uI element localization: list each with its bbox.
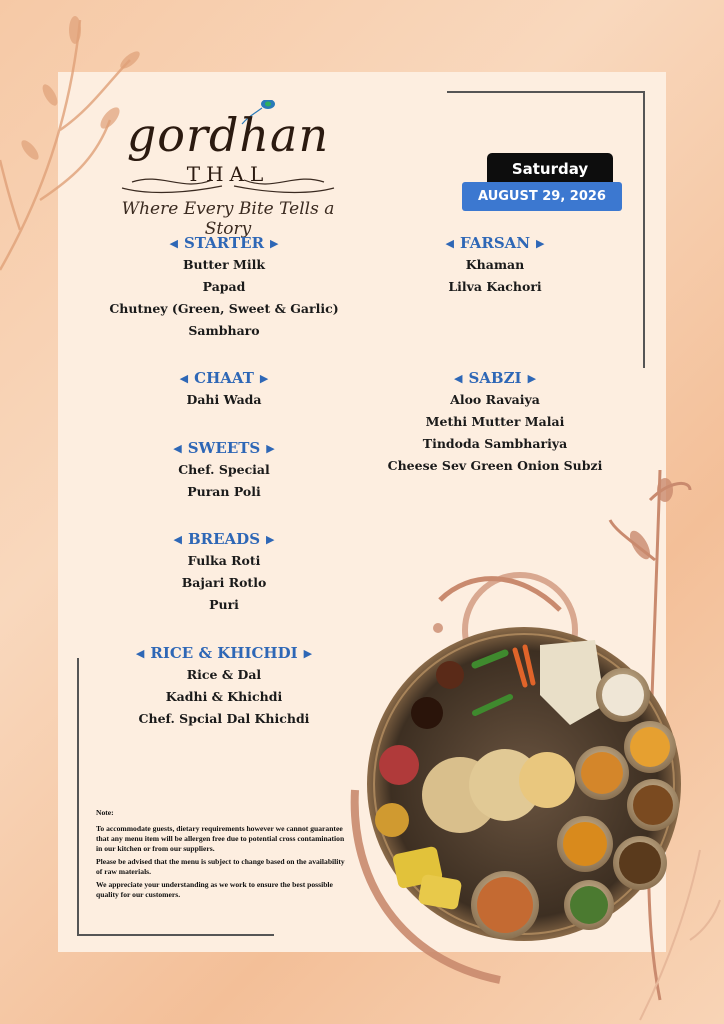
right-arrow-icon: ▶: [266, 533, 275, 546]
menu-item: Lilva Kachori: [448, 279, 542, 294]
section-rice-khichdi: [104, 642, 344, 730]
menu-item: Puran Poli: [187, 484, 261, 499]
note-line: To accommodate guests, dietary requirements however we cannot guarantee that any menu item will be allergen free due to potential cross contamination in our kitchen or from our suppliers.: [96, 824, 345, 853]
menu-item: Bajari Rotlo: [181, 575, 267, 590]
section-title: ◀ RICE & KHICHDI ▶: [104, 642, 344, 664]
right-arrow-icon: ▶: [536, 237, 545, 250]
section-sabzi: [385, 367, 605, 477]
menu-item: Dahi Wada: [186, 392, 262, 407]
section-breads: [104, 528, 344, 616]
menu-item: Methi Mutter Malai: [425, 414, 565, 429]
menu-item: Khaman: [465, 257, 525, 272]
menu-item: Chef. Special: [178, 462, 270, 477]
frame-top: [447, 91, 644, 93]
section-title: ◀ CHAAT ▶: [104, 367, 344, 389]
menu-item: Puri: [209, 597, 239, 612]
menu-item: Sambharo: [188, 323, 260, 338]
menu-item: Chutney (Green, Sweet & Garlic): [109, 301, 339, 316]
menu-item: Tindoda Sambhariya: [422, 436, 568, 451]
frame-left: [77, 658, 79, 935]
section-farsan: [385, 232, 605, 298]
thali-plate-image: [365, 625, 683, 943]
menu-item: Papad: [202, 279, 246, 294]
menu-item: Butter Milk: [182, 257, 266, 272]
allergen-note: [96, 808, 348, 903]
left-arrow-icon: ◀: [135, 647, 145, 660]
frame-right: [643, 91, 645, 368]
note-line: We appreciate your understanding as we work to ensure the best possible quality for our customers.: [96, 880, 333, 899]
brand-tagline: Where Every Bite Tells a Story: [121, 199, 335, 239]
left-arrow-icon: ◀: [445, 237, 454, 250]
section-title: ◀ STARTER ▶: [104, 232, 344, 254]
left-arrow-icon: ◀: [169, 237, 178, 250]
day-badge: Saturday: [487, 153, 613, 183]
left-arrow-icon: ◀: [173, 533, 182, 546]
right-arrow-icon: ▶: [259, 372, 269, 385]
brand-name: gordhan: [126, 108, 330, 162]
right-arrow-icon: ▶: [266, 442, 275, 455]
left-arrow-icon: ◀: [453, 372, 463, 385]
section-title: ◀ SWEETS ▶: [104, 437, 344, 459]
brand-sub: THAL: [186, 162, 270, 186]
right-arrow-icon: ▶: [270, 237, 279, 250]
right-arrow-icon: ▶: [527, 372, 537, 385]
section-chaat: [104, 367, 344, 411]
section-starter: [104, 232, 344, 342]
right-arrow-icon: ▶: [303, 647, 313, 660]
section-title: ◀ FARSAN ▶: [385, 232, 605, 254]
menu-item: Fulka Roti: [187, 553, 261, 568]
date-badge: AUGUST 29, 2026: [462, 182, 622, 211]
brand-logo: [112, 100, 344, 239]
menu-item: Kadhi & Khichdi: [165, 689, 283, 704]
left-arrow-icon: ◀: [179, 372, 189, 385]
section-sweets: [104, 437, 344, 503]
section-title: ◀ SABZI ▶: [385, 367, 605, 389]
note-line: Please be advised that the menu is subject to change based on the availability of raw materials.: [96, 857, 345, 876]
menu-item: Aloo Ravaiya: [450, 392, 540, 407]
menu-item: Cheese Sev Green Onion Subzi: [387, 458, 603, 473]
frame-bottom: [77, 934, 274, 936]
section-title: ◀ BREADS ▶: [104, 528, 344, 550]
menu-item: Chef. Spcial Dal Khichdi: [138, 711, 310, 726]
menu-item: Rice & Dal: [186, 667, 262, 682]
note-heading: Note:: [96, 808, 114, 817]
left-arrow-icon: ◀: [173, 442, 182, 455]
